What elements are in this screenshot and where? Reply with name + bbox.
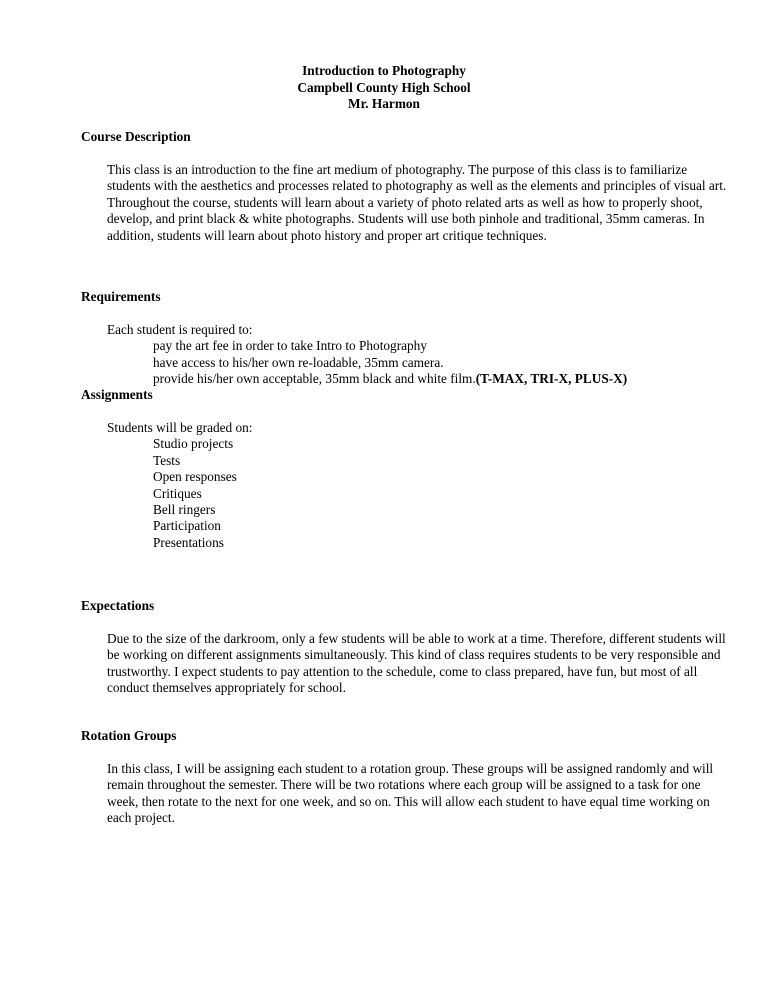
list-item <box>107 338 727 354</box>
film-types: (T-MAX, TRI-X, PLUS-X) <box>475 371 628 387</box>
requirements-list <box>107 338 727 387</box>
school-name: Campbell County High School <box>297 79 471 95</box>
rotation-groups-section <box>107 761 727 827</box>
list-item: Bell ringers <box>153 501 216 517</box>
list-item: Studio projects <box>153 436 234 452</box>
course-description-section <box>107 162 727 244</box>
expectations-heading: Expectations <box>81 598 155 613</box>
requirement-film: provide his/her own acceptable, 35mm black and white film. <box>153 371 476 387</box>
requirement-fee: pay the art fee in order to take Intro to Photography <box>153 338 427 354</box>
requirement-camera: have access to his/her own re-loadable, 35mm camera. <box>153 354 444 370</box>
expectations-section <box>107 631 727 697</box>
list-item <box>107 355 727 371</box>
list-item: Presentations <box>153 534 224 550</box>
assignments-heading: Assignments <box>81 387 153 402</box>
list-item: Open responses <box>153 469 237 485</box>
assignments-section <box>107 420 727 551</box>
assignments-list <box>107 436 727 551</box>
list-item <box>107 371 727 387</box>
course-description-text: This class is an introduction to the fine art medium of photography. The purpose of this class is to familiarize students with the aesthetics and processes related to photography as well as the elements and principles of visual art. Throughout the course, students will learn about a variety of photo related arts as well as how to properly shoot, develop, and print black & white photographs. Students will use both pinhole and traditional, 35mm cameras. In addition, students will learn about photo history and proper art critique techniques. <box>107 162 727 243</box>
assignments-intro: Students will be graded on: <box>107 420 253 435</box>
requirements-heading: Requirements <box>81 289 161 304</box>
list-item: Tests <box>153 452 181 468</box>
expectations-text: Due to the size of the darkroom, only a few students will be able to work at a time. Therefore, different students will be working on different assignments simultaneously. This kind of class requires students to be very responsible and trustworthy. I expect students to pay attention to the schedule, come to class prepared, have fun, but most of all conduct themselves appropriately for school. <box>107 631 726 696</box>
teacher-name: Mr. Harmon <box>348 96 420 111</box>
list-item: Participation <box>153 518 221 534</box>
document-header <box>0 63 768 113</box>
list-item: Critiques <box>153 485 202 501</box>
course-description-heading: Course Description <box>81 129 191 144</box>
requirements-intro: Each student is required to: <box>107 322 253 337</box>
rotation-groups-text: In this class, I will be assigning each student to a rotation group. These groups will be assigned randomly and will remain throughout the semester. There will be two rotations where each group will be assigned to a task for one week, then rotate to the next for one week, and so on. This will allow each student to have equal time working on each project. <box>107 761 714 826</box>
rotation-groups-heading: Rotation Groups <box>81 728 177 743</box>
requirements-section <box>107 322 727 388</box>
course-title: Introduction to Photography <box>302 63 466 78</box>
